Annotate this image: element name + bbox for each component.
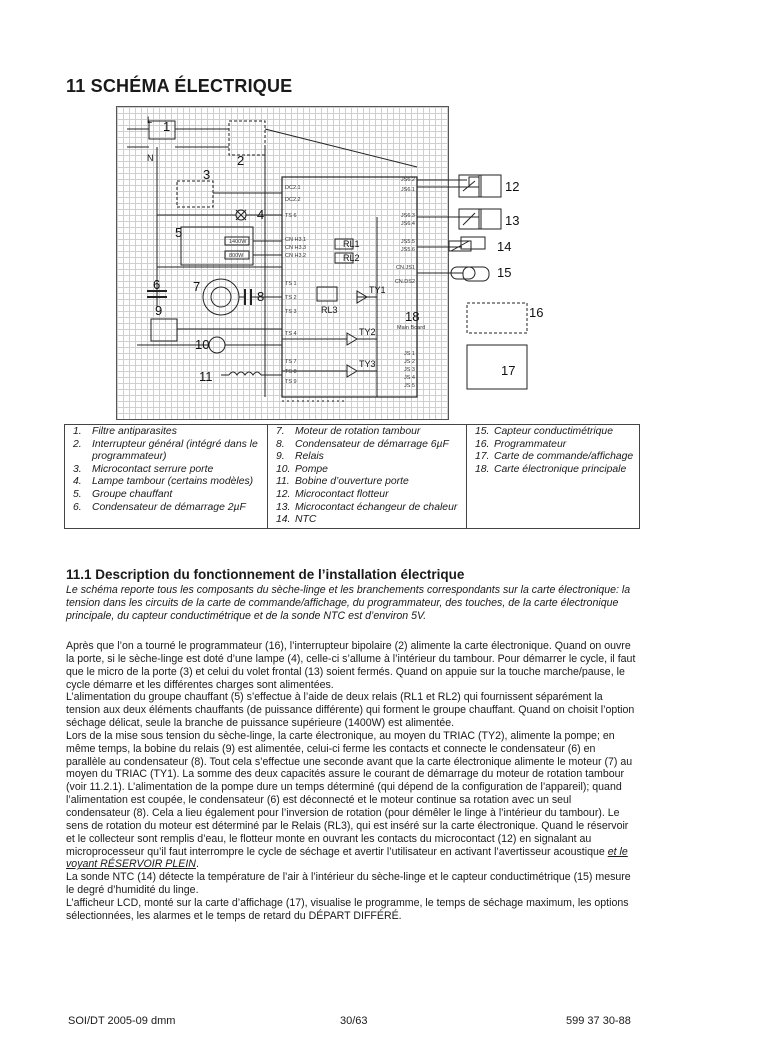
label-rl2: RL2 — [343, 253, 360, 263]
legend-item-number: 5. — [73, 488, 82, 500]
label-js5-5: JS5.5 — [400, 239, 415, 245]
label-main-board: Main Board — [397, 325, 426, 331]
label-js6-3: JS6.3 — [400, 213, 415, 219]
legend-item-text: NTC — [295, 514, 317, 526]
label-js2: JS 2 — [403, 359, 415, 365]
legend-item-text: Groupe chauffant — [92, 488, 173, 500]
legend-item-number: 1. — [73, 426, 82, 437]
label-11: 11 — [199, 369, 213, 384]
legend-item — [276, 502, 462, 515]
legend-item — [73, 464, 263, 477]
legend-column-2 — [268, 425, 467, 529]
label-ts6: TS 6 — [285, 213, 297, 219]
legend-item-text: Carte de commande/affichage — [494, 451, 634, 463]
label-8: 8 — [257, 289, 265, 304]
label-rl3: RL3 — [321, 305, 338, 315]
label-16: 16 — [529, 305, 544, 320]
underlined-warning: et le voyant RÉSERVOIR PLEIN — [66, 845, 628, 871]
legend-item-text: Relais — [295, 451, 324, 463]
label-js3: JS 3 — [403, 367, 415, 373]
electrical-schematic — [116, 106, 544, 420]
label-7: 7 — [193, 279, 201, 294]
label-14: 14 — [497, 239, 512, 254]
legend-item — [475, 451, 635, 464]
label-1: 1 — [163, 119, 171, 134]
label-rl1: RL1 — [343, 239, 360, 249]
legend-item-number: 8. — [276, 438, 285, 450]
label-ts4: TS 4 — [285, 331, 297, 337]
label-js6-2: JS6.2 — [400, 177, 415, 183]
legend-item-text: Programmateur — [494, 438, 567, 450]
paragraph: La sonde NTC (14) détecte la température de l’air à l’intérieur du sèche-linge et le capteur conductimétrique (15) mesure le degré d’humidité du linge. — [66, 871, 631, 897]
label-ty1: TY1 — [369, 285, 386, 295]
label-dc2-1: DC2.1 — [285, 185, 301, 191]
legend-item-text: Moteur de rotation tambour — [295, 426, 421, 437]
legend-item-text: Carte électronique principale — [494, 463, 627, 475]
label-cnh3-1: CN H3.1 — [285, 237, 307, 243]
legend-item-text: Lampe tambour (certains modèles) — [92, 476, 254, 488]
label-js5: JS 5 — [403, 383, 415, 389]
label-ts3: TS 3 — [285, 309, 297, 315]
legend-item-text: Condensateur de démarrage 6µF — [295, 438, 449, 450]
label-2: 2 — [237, 153, 245, 168]
label-ty3: TY3 — [359, 359, 376, 369]
legend-item — [73, 426, 263, 439]
paragraph: L’alimentation du groupe chauffant (5) s’effectue à l’aide de deux relais (RL1 et RL2) qui fournissent séparément la tension aux deux éléments chauffants (de puissance différente) qui forment le groupe chauffant. Quand on choisit l’option séchage délicat, seule la branche de puissance supérieure (1400W) est alimentée. — [66, 691, 635, 730]
label-5: 5 — [175, 225, 183, 240]
section-title: 11.1 Description du fonctionnement de l’installation électrique — [66, 567, 465, 582]
legend-item-number: 9. — [276, 451, 285, 463]
label-js1: JS 1 — [403, 351, 415, 357]
label-4: 4 — [257, 207, 265, 222]
label-ts7: TS 7 — [285, 359, 297, 365]
legend-item-number: 11. — [276, 476, 290, 488]
legend-item-number: 4. — [73, 476, 82, 488]
legend-item — [73, 439, 263, 464]
legend-item — [276, 489, 462, 502]
legend-item — [73, 502, 263, 515]
legend-item — [475, 464, 635, 477]
schematic-labels — [117, 107, 544, 419]
label-ts9: TS 9 — [285, 379, 297, 385]
legend-item — [475, 426, 635, 439]
legend-item-number: 14. — [276, 514, 291, 526]
page-title: 11 SCHÉMA ÉLECTRIQUE — [66, 76, 293, 96]
legend-item-number: 6. — [73, 501, 82, 513]
programmer-block — [467, 303, 527, 333]
label-9: 9 — [155, 303, 163, 318]
label-12: 12 — [505, 179, 520, 194]
paragraph: L’afficheur LCD, monté sur la carte d’affichage (17), visualise le programme, le temps de séchage maximum, les options sélectionnées, les alarmes et le temps de retard du DÉPART DIFFÉRÉ. — [66, 896, 629, 922]
label-6: 6 — [153, 277, 161, 292]
heat-exchanger-switch-box — [479, 209, 501, 229]
label-ts2: TS 2 — [285, 295, 297, 301]
legend-item-text: Microcontact échangeur de chaleur — [295, 501, 458, 513]
legend-item-number: 10. — [276, 463, 291, 475]
legend-item — [276, 514, 462, 527]
legend-item — [276, 476, 462, 489]
label-17: 17 — [501, 363, 516, 378]
legend-item — [73, 476, 263, 489]
legend-item-text: Condensateur de démarrage 2µF — [92, 501, 246, 513]
label-L: L — [147, 115, 153, 125]
label-ty2: TY2 — [359, 327, 376, 337]
legend-item-number: 3. — [73, 463, 82, 475]
legend-item-text: Interrupteur général (intégré dans le programmateur) — [92, 438, 258, 463]
footer-reference: SOI/DT 2005-09 dmm — [68, 1015, 176, 1027]
legend-item-text: Microcontact flotteur — [295, 488, 389, 500]
section-intro: Le schéma reporte tous les composants du sèche-linge et les branchements correspondants sur la carte électronique: la tension dans les circuits de la carte de commande/affichage, du programmateur, des touches, de la carte électronique principale, du capteur conductimétrique et de la sonde NTC est d’environ 5V. — [66, 584, 631, 622]
legend-item-text: Pompe — [295, 463, 328, 475]
label-1400w: 1400W — [229, 239, 247, 245]
label-cnj-s1: CN.JS1 — [396, 265, 415, 271]
label-18: 18 — [405, 309, 420, 324]
legend-item-number: 7. — [276, 426, 285, 437]
legend-column-3 — [467, 425, 640, 529]
legend-item-number: 2. — [73, 438, 82, 450]
label-cnh3-2: CN H3.2 — [285, 253, 307, 259]
legend-item — [475, 439, 635, 452]
footer-page-number: 30/63 — [340, 1015, 368, 1027]
label-js6-1: JS6.1 — [400, 187, 415, 193]
legend-item — [276, 426, 462, 439]
legend-item — [276, 439, 462, 452]
label-dc2-2: DC2.2 — [285, 197, 301, 203]
legend-item-text: Filtre antiparasites — [92, 426, 177, 437]
paragraph: Après que l’on a tourné le programmateur (16), l’interrupteur bipolaire (2) alimente la carte électronique. Quand on ouvre la porte, si le sèche-linge est doté d’une lampe (4), celle-ci s’allume à l’intérieur du tambour. Pour démarrer le cycle, il faut que le micro de la porte (3) et celui du volet frontal (13) soient fermés. Quand on appuie sur la touche marche/pause, le cycle démarre et les différentes charges sont alimentées. — [66, 640, 636, 691]
label-cnd-s2: CN.DS2 — [394, 279, 415, 285]
label-3: 3 — [203, 167, 211, 182]
legend-item-number: 17. — [475, 451, 490, 463]
legend-item — [276, 451, 462, 464]
label-13: 13 — [505, 213, 520, 228]
label-15: 15 — [497, 265, 512, 280]
legend-column-1 — [65, 425, 268, 529]
legend-item-number: 16. — [475, 438, 490, 450]
label-N: N — [147, 153, 154, 163]
label-800w: 800W — [229, 253, 244, 259]
label-js6-4: JS6.4 — [400, 221, 415, 227]
legend-item-number: 13. — [276, 501, 291, 513]
legend-item — [73, 489, 263, 502]
component-legend — [64, 424, 640, 529]
paragraph: Lors de la mise sous tension du sèche-linge, la carte électronique, au moyen du TRIAC (TY2), alimente la pompe; en même temps, la bobine du relais (9) est alimentée, celui-ci ferme les contacts et connecte le condensateur (6) en parallèle au condensateur (8). Tout cela s’effectue une seconde avant que la carte électronique alimente le moteur (7) au moyen du TRIAC (TY1). La somme des deux capacités assure le courant de démarrage du moteur de rotation tambour (voir 11.2.1). L’alimentation de la pompe dure un temps déterminé (qui dépend de la configuration de l’appareil); quand l’alimentation est coupée, le condensateur (6) est déconnecté et le moteur continue sa rotation avec un seul condensateur (8). Cela a lieu également pour l’inversion de rotation (pour démêler le linge à l’intérieur du tambour). Le sens de rotation du moteur est déterminé par le Relais (RL3), qui est inséré sur la carte électronique. Quand le réservoir et le collecteur sont remplis d’eau, le flotteur monte en ouvrant les contacts du microcontact (12) en signalant au microprocesseur qu’il faut interrompre le cycle de séchage et avertir l’utilisateur en activant l’avertisseur acoustique et le voyant RÉSERVOIR PLEIN. — [66, 729, 633, 871]
legend-item-number: 18. — [475, 463, 490, 475]
label-cnh3-3: CN H3.3 — [285, 245, 307, 251]
legend-item-number: 15. — [475, 426, 490, 437]
legend-item — [276, 464, 462, 477]
label-js4: JS 4 — [403, 375, 415, 381]
legend-item-number: 12. — [276, 488, 291, 500]
display-board-block — [467, 345, 527, 389]
label-ts8: TS 8 — [285, 369, 297, 375]
legend-item-text: Microcontact serrure porte — [92, 463, 214, 475]
footer-document-code: 599 37 30-88 — [566, 1015, 631, 1027]
section-body — [66, 640, 636, 923]
float-switch-box — [479, 175, 501, 197]
legend-item-text: Capteur conductimétrique — [494, 426, 613, 437]
legend-item-text: Bobine d’ouverture porte — [295, 476, 409, 488]
label-ts1: TS 1 — [285, 281, 297, 287]
label-10: 10 — [195, 337, 210, 352]
label-js5-6: JS5.6 — [400, 247, 415, 253]
